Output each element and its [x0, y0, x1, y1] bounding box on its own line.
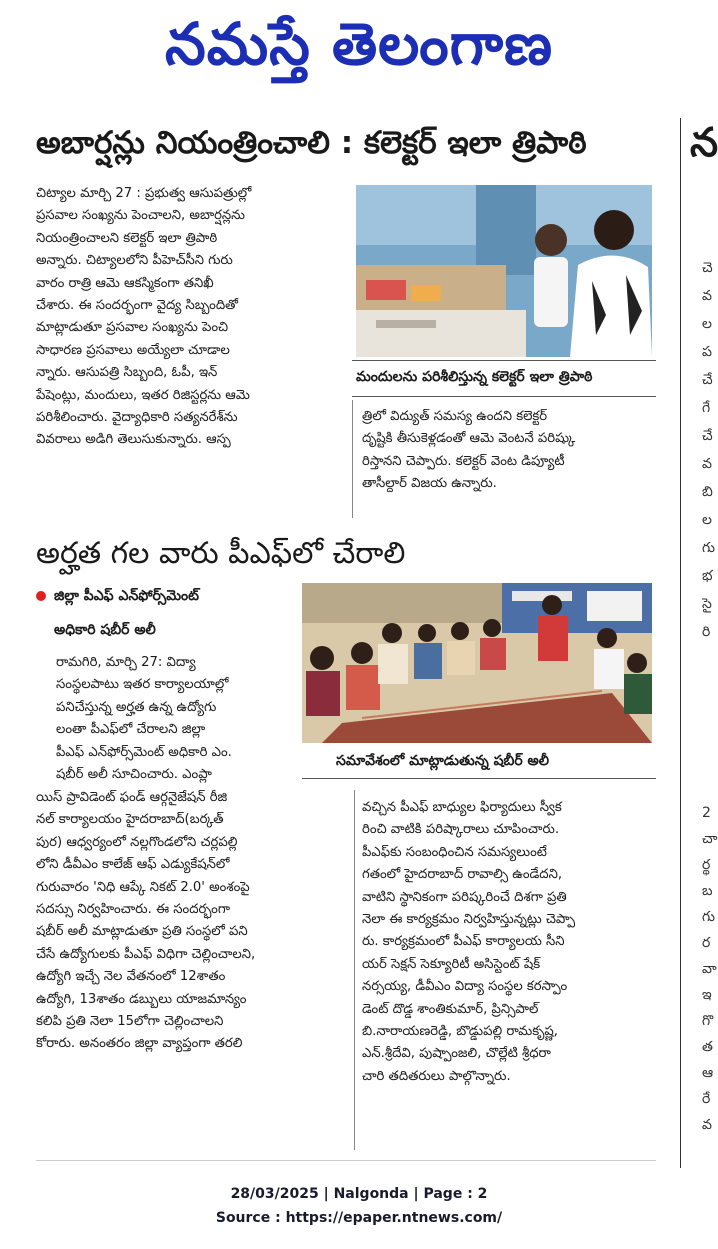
article2-text-line: బి.నారాయణరెడ్డి, బొడ్డుపల్లి రామకృష్ణ,	[362, 1024, 558, 1040]
article2-text-line: కలిపి ప్రతి నెలా 15లోగా చెల్లించాలని	[36, 1014, 224, 1030]
article1-text-line: నియంత్రించాలని కలెక్టర్ ఇలా త్రిపాఠి	[36, 230, 218, 246]
footer-source: Source : https://epaper.ntnews.com/	[215, 1210, 503, 1226]
right-edge-fragment: బ	[702, 883, 713, 899]
article2-text-line: గురువారం 'నిధి ఆప్కే నికట్ 2.0' అంశంపై	[36, 879, 250, 895]
article1-text-line: చిట్యాల మార్చి 27 : ప్రభుత్వ ఆసుపత్రుల్లో	[36, 186, 252, 201]
right-edge-fragment: ర	[702, 935, 711, 951]
right-edge-fragment: వ	[702, 1117, 712, 1133]
kicker-line-1	[36, 584, 296, 608]
right-edge-fragment: ల	[702, 512, 712, 528]
right-edge-fragment: గు	[702, 909, 716, 925]
article1-text-line: చేశారు. ఈ సందర్భంగా వైద్య సిబ్బందితో	[36, 298, 238, 314]
article2-text-line: యర్ సెక్షన్ సెక్యూరిటీ అసిస్టెంట్ షేక్	[362, 956, 541, 972]
right-edge-fragment: భ	[702, 568, 713, 584]
article2-headline: అర్హత గల వారు పీఎఫ్‌లో చేరాలి	[36, 536, 406, 571]
article1-photo	[356, 185, 652, 357]
article1-caption-rule-top	[352, 360, 656, 361]
article2-text-line: పుర) ఆధ్వర్యంలో నల్లగొండలోని చర్లపల్లి	[36, 834, 238, 850]
article2-text-line: చారి తదితరులు పాల్గొన్నారు.	[362, 1068, 511, 1084]
article2-text-line: నెలా ఈ కార్యక్రమం నిర్వహిస్తున్నట్లు చెప్పా	[362, 912, 576, 928]
article2-text-line: పీఎఫ్ ఎన్‌ఫోర్స్‌మెంట్ అధికారి ఎం.	[56, 744, 232, 760]
article1-body-col2	[362, 406, 652, 496]
article2-text-line: వచ్చిన పీఎఫ్ బాధ్యుల ఫిర్యాదులు స్వీక	[362, 800, 562, 815]
article2-kicker	[36, 584, 296, 642]
article1-text-line: వారం రాత్రి ఆమె ఆకస్మికంగా తనిఖీ	[36, 275, 214, 291]
right-edge-fragment: రి	[702, 624, 711, 640]
right-edge-fragment: చా	[702, 831, 718, 847]
right-edge-fragment: ర్థ	[702, 857, 711, 873]
right-edge-fragment: 2	[702, 805, 711, 821]
article1-text-line: ప్రసవాల సంఖ్యను పెంచాలని, అబార్షన్లను	[36, 208, 245, 224]
right-edge-fragment: చె	[702, 260, 713, 276]
article2-text-line: ఎన్.శ్రీదేవి, పుష్పాంజలి, చొల్లేటి శ్రీధరా	[362, 1046, 551, 1062]
article1-text-line: తాసీల్దార్ విజయ ఉన్నారు.	[362, 476, 497, 492]
article1-text-line: పరిశీలించారు. వైద్యాధికారి సత్యనరేశ్‌ను	[36, 410, 238, 426]
kicker-text-2: అధికారి షబీర్ అలీ	[54, 622, 156, 638]
article1-text-line: త్రిలో విద్యుత్ సమస్య ఉందని కలెక్టర్	[362, 409, 548, 424]
right-edge-fragment: సై	[702, 596, 712, 612]
article2-text-line: కోరారు. అనంతరం జిల్లా వ్యాప్తంగా తరలి	[36, 1036, 243, 1052]
right-edge-fragment: గొ	[702, 1013, 714, 1029]
article2-text-line: షబీర్ అలీ సూచించారు. ఎంప్లా	[56, 767, 212, 783]
article2-body-left-lower	[36, 787, 352, 1056]
article1-text-line: మాట్లాడుతూ ప్రసవాల సంఖ్యను పెంచి	[36, 320, 229, 336]
article2-photo-caption: సమావేశంలో మాట్లాడుతున్న షబీర్ అలీ	[336, 753, 549, 769]
article1-column-rule	[352, 400, 353, 518]
kicker-line-2	[36, 618, 296, 642]
article2-text-line: పీఎఫ్‌కు సంబంధించిన సమస్యలుంటే	[362, 844, 547, 860]
article2-text-line: యిస్ ప్రావిడెంట్ ఫండ్ ఆర్గనైజేషన్ రీజి	[36, 790, 228, 805]
article2-column-rule	[354, 790, 355, 1150]
article2-body-right	[362, 797, 652, 1088]
right-edge-fragment: బి	[702, 484, 713, 500]
right-edge-fragment: ల	[702, 316, 712, 332]
bullet-icon	[36, 591, 46, 601]
article2-photo	[302, 583, 652, 743]
article1-body-col1	[36, 183, 352, 452]
article2-text-line: డెంట్ దొడ్డ శాంతికుమార్, ప్రిన్సిపాల్	[362, 1001, 539, 1017]
article1-headline: అబార్షన్లు నియంత్రించాలి : కలెక్టర్ ఇలా త్రిపాఠి	[36, 125, 587, 161]
right-edge-fragment: చే	[702, 372, 713, 388]
right-edge-column-a	[702, 254, 718, 646]
article2-text-line: సంస్థలపాటు ఇతర కార్యాలయాల్లో	[56, 677, 229, 693]
collector-inspection-photo	[356, 185, 652, 357]
right-edge-fragment: వ	[702, 456, 712, 472]
article2-text-line: చేసే ఉద్యోగులకు పీఎఫ్ విధిగా చెల్లించాలని,	[36, 946, 256, 962]
right-edge-glyph: న	[690, 120, 718, 166]
article1-text-line: వివరాలు అడిగి తెలుసుకున్నారు. ఆస్ప	[36, 432, 231, 448]
right-edge-fragment: గు	[702, 540, 716, 556]
right-edge-fragment: ఇ	[702, 987, 712, 1003]
article1-text-line: అన్నారు. చిట్యాలలోని పీహెచ్‌సీని గురు	[36, 253, 233, 269]
right-edge-fragment: వా	[702, 961, 717, 977]
kicker-text-1: జిల్లా పీఎఫ్ ఎన్‌ఫోర్స్‌మెంట్	[54, 588, 199, 604]
article2-text-line: సదస్సు నిర్వహించారు. ఈ సందర్భంగా	[36, 902, 230, 918]
right-edge-column-b	[702, 800, 718, 1138]
article2-text-line: రామగిరి, మార్చి 27: విద్యా	[56, 655, 196, 670]
right-edge-fragment: త	[702, 1039, 713, 1055]
right-edge-fragment: గే	[702, 400, 711, 416]
article2-text-line: ఉద్యోగి, 13శాతం డబ్బులు యాజమాన్యం	[36, 991, 247, 1007]
article1-text-line: సాధారణ ప్రసవాలు అయ్యేలా చూడాల	[36, 342, 230, 358]
masthead-title: నమస్తే తెలంగాణ	[165, 10, 553, 78]
article1-caption-rule-bottom	[352, 396, 656, 397]
pf-meeting-photo	[302, 583, 652, 743]
article2-text-line: ఉద్యోగి ఇచ్చే నెల వేతనంలో 12శాతం	[36, 969, 226, 985]
footer-date-edition: 28/03/2025 | Nalgonda | Page : 2	[230, 1186, 488, 1202]
article1-text-line: పేషెంట్లు, మందులు, ఇతర రిజిస్టర్లను ఆమె	[36, 387, 250, 403]
article2-text-line: నర్సయ్య, డీవీఎం విద్యా సంస్థల కరస్పాం	[362, 979, 568, 995]
bottom-cut-line	[36, 1160, 656, 1161]
article2-text-line: లోని డీవీఎం కాలేజ్ ఆఫ్ ఎడ్యుకేషన్‌లో	[36, 857, 230, 873]
article2-text-line: రు. కార్యక్రమంలో పీఎఫ్ కార్యాలయ సీని	[362, 934, 565, 950]
article2-caption-rule	[302, 778, 656, 779]
article1-text-line: రిస్తానని చెప్పారు. కలెక్టర్ వెంట డిప్యూటీ	[362, 453, 565, 469]
article1-text-line: దృష్టికి తీసుకెళ్లడంతో ఆమె వెంటనే పరిష్కు	[362, 431, 576, 447]
article2-text-line: పనిచేస్తున్న అర్హత ఉన్న ఉద్యోగు	[56, 699, 217, 715]
article2-text-line: షబీర్ అలీ మాట్లాడుతూ ప్రతి సంస్థలో పని	[36, 924, 248, 940]
article1-photo-caption: మందులను పరిశీలిస్తున్న కలెక్టర్ ఇలా త్రిపాఠి	[356, 369, 593, 385]
right-column-rule	[680, 118, 681, 1168]
right-edge-fragment: వ	[702, 288, 712, 304]
article2-body-left	[56, 652, 282, 786]
article2-text-line: గతంలో హైదరాబాద్ రావాల్సి ఉండేదని,	[362, 867, 563, 883]
article2-text-line: లంతా పీఎఫ్‌లో చేరాలని జిల్లా	[56, 722, 206, 738]
article2-text-line: వాటిని స్థానికంగా పరిష్కరించే దిశగా ప్రతి	[362, 889, 567, 905]
article2-text-line: రించి వాటికి పరిష్కారాలు చూపించారు.	[362, 822, 560, 838]
right-edge-fragment: ఆ	[702, 1065, 714, 1081]
article1-text-line: న్నారు. ఆసుపత్రి సిబ్బంది, ఓపీ, ఇన్	[36, 365, 218, 381]
right-edge-fragment: చే	[702, 428, 713, 444]
right-edge-fragment: ప	[702, 344, 712, 360]
article2-text-line: నల్ కార్యాలయం హైదరాబాద్(బర్కత్	[36, 812, 224, 828]
right-edge-fragment: రే	[702, 1091, 711, 1107]
